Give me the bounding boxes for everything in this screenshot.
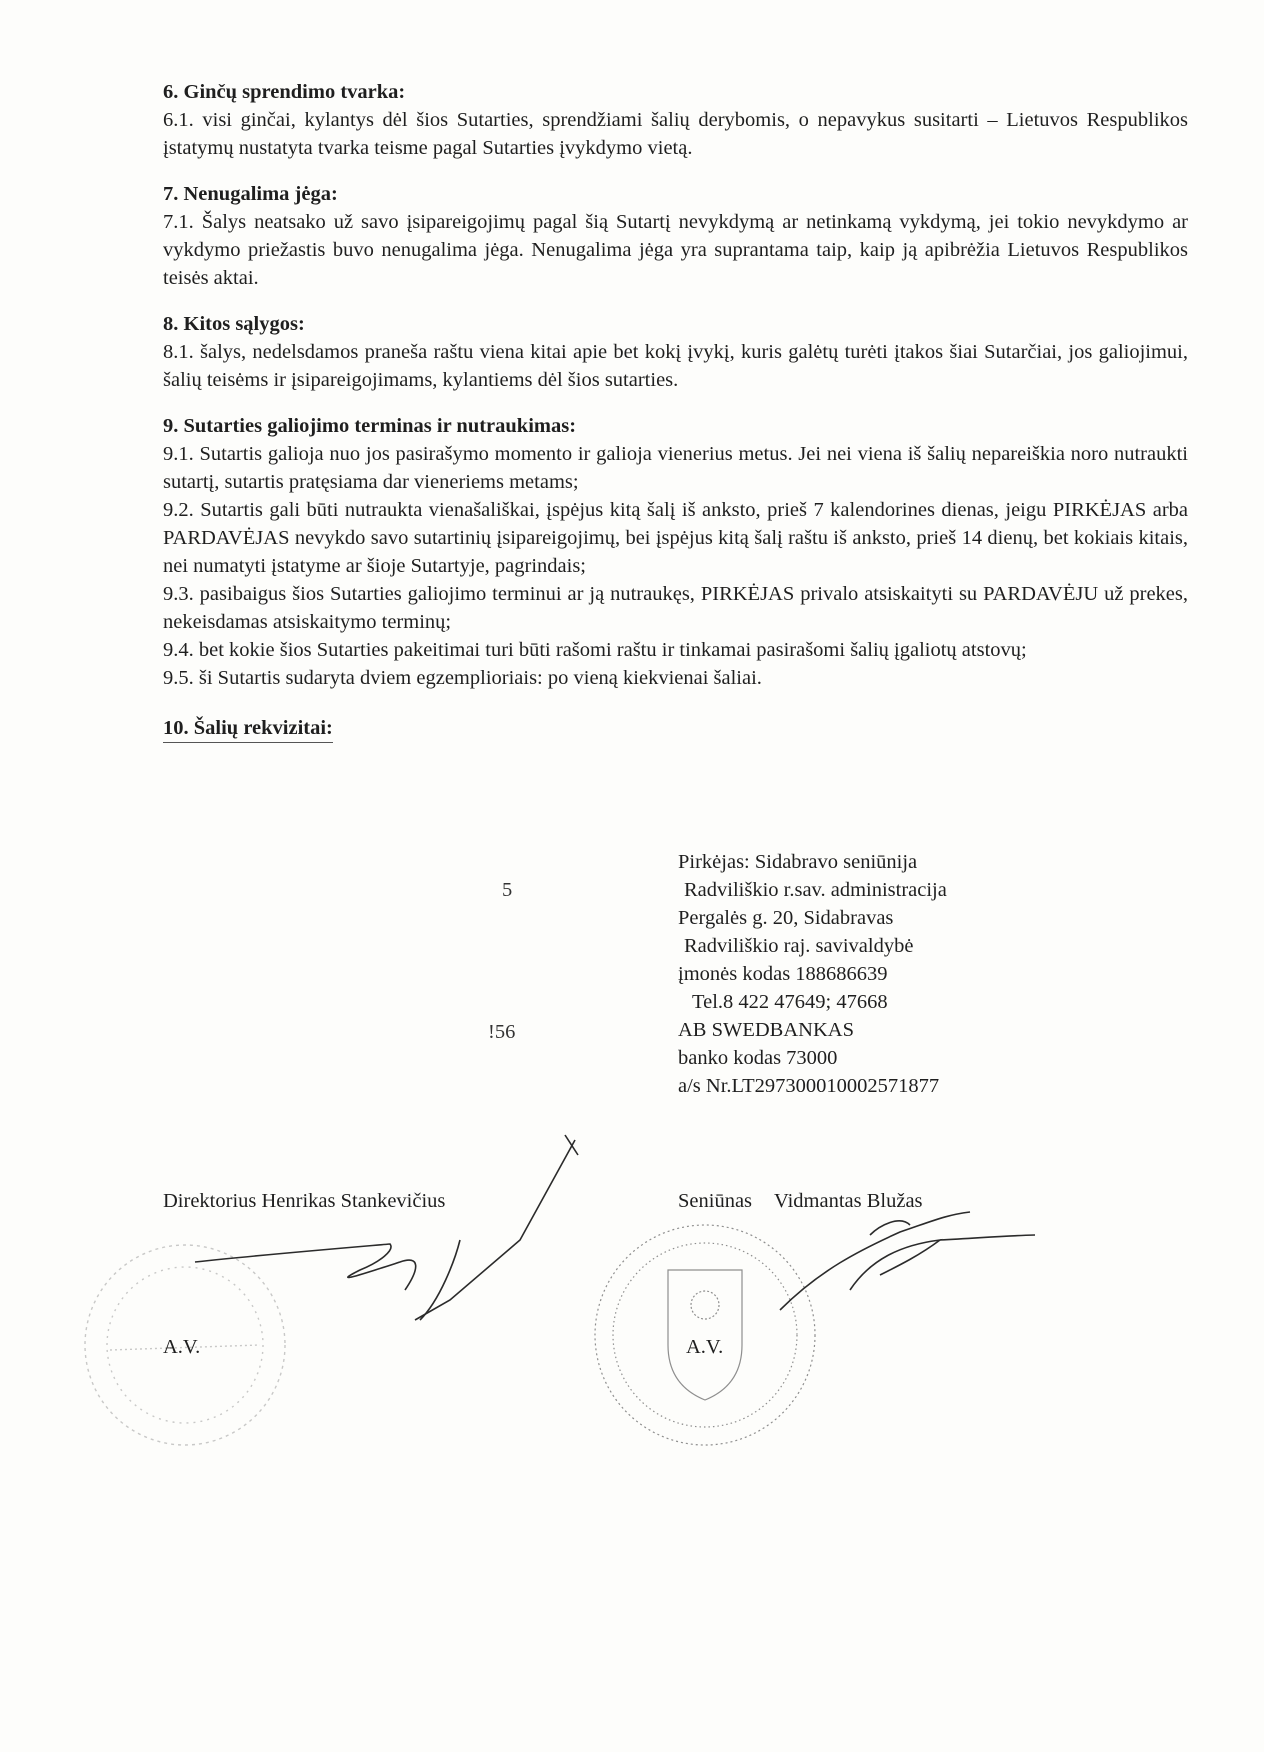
section-heading: 7. Nenugalima jėga: <box>163 183 338 205</box>
buyer-line: AB SWEDBANKAS <box>678 1019 854 1041</box>
buyer-line: įmonės kodas 188686639 <box>678 963 888 985</box>
av-left: A.V. <box>163 1336 201 1358</box>
section-heading: 6. Ginčų sprendimo tvarka: <box>163 81 406 103</box>
signature-line-left: Direktorius Henrikas Stankevičius <box>163 1190 446 1212</box>
buyer-line: Radviliškio raj. savivaldybė <box>684 935 914 957</box>
signer-title: Seniūnas <box>678 1190 753 1212</box>
seller-fragment: 5 <box>502 879 513 901</box>
stamp-right-icon <box>595 1225 815 1445</box>
section-heading: 8. Kitos sąlygos: <box>163 313 305 335</box>
clause-9-4: 9.4. bet kokie šios Sutarties pakeitimai turi būti rašomi raštu ir tinkamai pasirašomi šalių įgaliotų atstovų; <box>163 639 1027 661</box>
buyer-line: a/s Nr.LT297300010002571877 <box>678 1075 940 1097</box>
buyer-line: Pirkėjas: Sidabravo seniūnija <box>678 851 918 873</box>
buyer-line: banko kodas 73000 <box>678 1047 838 1069</box>
av-right: A.V. <box>686 1336 724 1358</box>
requisites-heading: 10. Šalių rekvizitai: <box>163 714 333 743</box>
section-heading: 9. Sutarties galiojimo terminas ir nutraukimas: <box>163 415 577 437</box>
signature-right-icon <box>780 1212 1035 1310</box>
signature-left-icon <box>195 1135 578 1320</box>
clause-8-1: 8.1. šalys, nedelsdamos praneša raštu viena kitai apie bet kokį įvykį, kuris galėtų turėti įtakos šiai Sutarčiai, jos galiojimui, šalių teisėms ir įsipareigojimams, kylantiems dėl šios sutarties. <box>163 341 1188 391</box>
buyer-line: Radviliškio r.sav. administracija <box>684 879 947 901</box>
clause-6-1: 6.1. visi ginčai, kylantys dėl šios Sutarties, sprendžiami šalių derybomis, o nepavykus susitarti – Lietuvos Respublikos įstatymų nustatyta tvarka teisme pagal Sutarties įvykdymo vietą. <box>163 109 1188 159</box>
clause-7-1: 7.1. Šalys neatsako už savo įsipareigojimų pagal šią Sutartį nevykdymą ar netinkamą vykdymą, jei tokio nevykdymo ar vykdymo priežastis buvo nenugalima jėga. Nenugalima jėga yra suprantama taip, kaip ją apibrėžia Lietuvos Respublikos teisės aktai. <box>163 211 1188 289</box>
clause-9-5: 9.5. ši Sutartis sudaryta dviem egzemplioriais: po vieną kiekvienai šaliai. <box>163 667 762 689</box>
clause-9-3: 9.3. pasibaigus šios Sutarties galiojimo terminui ar ją nutraukęs, PIRKĖJAS privalo atsiskaityti su PARDAVĖJU už prekes, nekeisdamas atsiskaitymo terminų; <box>163 583 1188 633</box>
clause-9-2: 9.2. Sutartis gali būti nutraukta vienašališkai, įspėjus kitą šalį iš anksto, prieš 7 kalendorines dienas, jeigu PIRKĖJAS arba PARDAVĖJAS nevykdo savo sutartinių įsipareigojimų, bei įspėjus kitą šalį raštu iš anksto, prieš 14 dienų, bet kokiais kitais, nei numatyti įstatyme ar šioje Sutartyje, pagrindais; <box>163 499 1188 577</box>
buyer-line: Tel.8 422 47649; 47668 <box>692 991 888 1013</box>
buyer-line: Pergalės g. 20, Sidabravas <box>678 907 894 929</box>
signer-name: Vidmantas Blužas <box>774 1190 923 1212</box>
clause-9-1: 9.1. Sutartis galioja nuo jos pasirašymo momento ir galioja vienerius metus. Jei nei viena iš šalių nepareiškia noro nutraukti sutartį, sutartis pratęsiama dar vieneriems metams; <box>163 443 1188 493</box>
seller-fragment: !56 <box>488 1021 516 1043</box>
